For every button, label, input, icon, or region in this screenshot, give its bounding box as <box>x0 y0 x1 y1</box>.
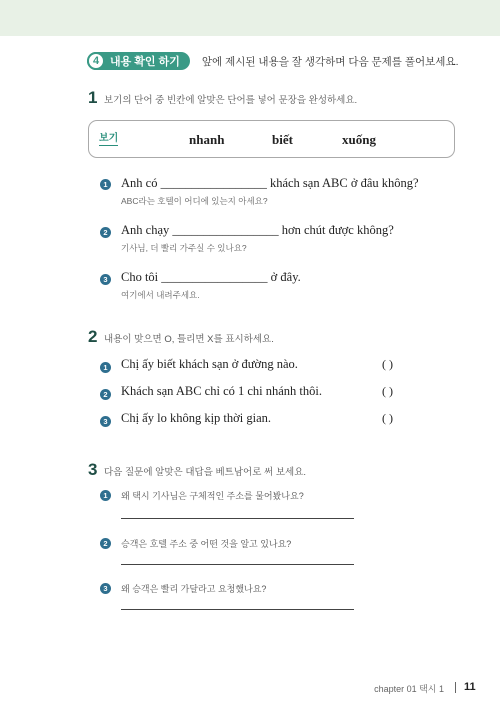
word-bank-word: xuống <box>342 132 376 147</box>
answer-line[interactable] <box>121 609 354 610</box>
section-3-title <box>88 460 306 480</box>
footer-divider <box>455 682 456 693</box>
section-1-title <box>88 88 357 108</box>
section-number: 1 <box>88 88 98 107</box>
answer-parentheses[interactable]: ( ) <box>382 357 393 371</box>
fill-blank-sentence: Cho tôi _________________ ở đây. <box>121 270 301 284</box>
top-band <box>0 0 500 36</box>
section-instruction: 보기의 단어 중 빈칸에 알맞은 단어를 넣어 문장을 완성하세요. <box>104 95 358 106</box>
item-number-icon: 2 <box>100 227 111 238</box>
true-false-statement: Chị ấy lo không kịp thời gian. <box>121 411 272 425</box>
sentence-translation: 여기에서 내려주세요. <box>121 290 200 300</box>
page-number: 11 <box>464 681 476 693</box>
answer-parentheses[interactable]: ( ) <box>382 411 393 425</box>
item-number-icon: 3 <box>100 583 111 594</box>
page-footer <box>0 681 500 695</box>
badge-label: 내용 확인 하기 <box>110 56 180 68</box>
item-number-icon: 3 <box>100 274 111 285</box>
word-bank-box <box>88 120 455 158</box>
answer-line[interactable] <box>121 518 354 519</box>
section-instruction: 내용이 맞으면 O, 틀리면 X를 표시하세요. <box>104 334 274 345</box>
section-number: 2 <box>88 327 98 346</box>
word-bank-word: nhanh <box>189 132 225 147</box>
question-text: 왜 택시 기사님은 구체적인 주소를 물어봤나요? <box>121 491 304 501</box>
chapter-label: chapter 01 택시 1 <box>374 684 444 694</box>
sentence-translation: ABC라는 호텔이 어디에 있는지 아세요? <box>121 196 268 206</box>
item-number-icon: 3 <box>100 416 111 427</box>
item-number-icon: 1 <box>100 362 111 373</box>
fill-blank-sentence: Anh có _________________ khách sạn ABC ở đâu không? <box>121 176 419 190</box>
true-false-statement: Chị ấy biết khách sạn ở đường nào. <box>121 357 298 371</box>
word-bank-label: 보기 <box>99 133 119 144</box>
section-header <box>87 52 459 70</box>
question-text: 승객은 호텔 주소 중 어떤 것을 알고 있나요? <box>121 539 292 549</box>
section-2-title <box>88 327 274 347</box>
item-number-icon: 2 <box>100 538 111 549</box>
sentence-translation: 기사님, 더 빨리 가주실 수 있나요? <box>121 243 247 253</box>
header-instruction: 앞에 제시된 내용을 잘 생각하며 다음 문제를 풀어보세요. <box>201 55 459 68</box>
question-text: 왜 승객은 빨리 가달라고 요청했나요? <box>121 584 267 594</box>
fill-blank-sentence: Anh chạy _________________ hơn chút được không? <box>121 223 394 237</box>
true-false-statement: Khách sạn ABC chỉ có 1 chi nhánh thôi. <box>121 384 323 398</box>
badge-number: 4 <box>87 52 105 70</box>
content-check-badge <box>87 52 190 70</box>
answer-line[interactable] <box>121 564 354 565</box>
word-bank-word: biết <box>272 132 293 147</box>
item-number-icon: 2 <box>100 389 111 400</box>
item-number-icon: 1 <box>100 179 111 190</box>
item-number-icon: 1 <box>100 490 111 501</box>
answer-parentheses[interactable]: ( ) <box>382 384 393 398</box>
section-instruction: 다음 질문에 알맞은 대답을 베트남어로 써 보세요. <box>104 467 307 478</box>
section-number: 3 <box>88 460 98 479</box>
